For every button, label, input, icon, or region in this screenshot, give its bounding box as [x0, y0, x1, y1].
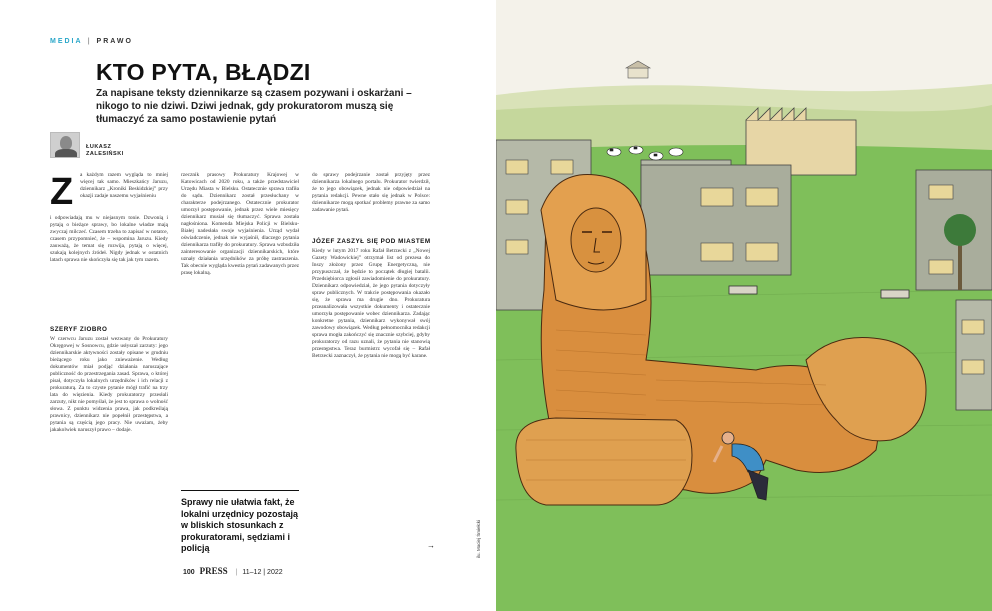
magazine-name: PRESS: [199, 566, 228, 576]
pull-quote: Sprawy nie ułatwia fakt, że lokalni urzędnicy pozostają w bliskich stosunkach z prokuratorami, sędziami i policją: [181, 490, 299, 555]
sphinx-illustration: [496, 0, 992, 611]
author-first-name: ŁUKASZ: [86, 144, 112, 150]
illustration: [496, 0, 992, 611]
page-footer: [183, 566, 283, 576]
illustration-credit: ilu. Maciej Śmiełcki: [476, 519, 481, 558]
article-lead: Za napisane teksty dziennikarze są czasem pozywani i oskarżani – nikogo to nie dziwi. Dziwi jednak, gdy prokuratorom muszą się tłumaczyć za samo postawienie pytań: [96, 88, 412, 125]
body-column-1-text: i odpowiadają mu w niejasnym tonie. Dzwonią i pytają o bieżące sprawy, bo lokalne władze mają zwyczaj milczeć. Czasem trzeba to zapisać w notatce, czasem przypomnieć, że – wspomina Jaruzu. Kiedy zauważą, że temat się rozwija, pytają o więcej, szukają kolejnych źródeł. Nigdy jednak w ostatnich latach sprawa nie skończyła się tak jak tym razem.: [50, 215, 168, 263]
section-label: [50, 38, 133, 45]
body-column-1-intro: a każdym razem wygląda to mniej więcej tak samo. Mieszkańcy Jaruzu, dziennikarz „Kroniki Beskidzkiej” przy okazji zadaje naszemu wyjaśnieniu: [80, 172, 168, 199]
author-last-name: ZALESIŃSKI: [86, 151, 124, 157]
body-column-2-text: rzecznik prasowy Prokuratury Krajowej w Katowicach od 2020 roku, a także przedstawiciel Urzędu Miasta w Bielsku. Ostatecznie sprawa trafiła do sądu. Dziennikarz został przesłuchany w charakterze podejrzanego. Ostatecznie prokurator umorzył postępowanie, jednak przez wiele miesięcy dziennikarz musiał się tłumaczyć. Sprawa została nagłośniona. Komenda Miejska Policji w Bielsku-Białej nadesłała swoje wyjaśnienia. Urząd wydał oświadczenie, jednak nie wyjaśnił, dlaczego pytania dziennikarza trafiły do prokuratury. Sprawa wzbudziła zainteresowanie organizacji dziennikarskich, które uznały działania urzędników za próbę zastraszenia. Tak obecnie wygląda kwestia pytań zadawanych przez prasę lokalną.: [181, 172, 299, 276]
author-byline: [50, 132, 124, 158]
section-category: MEDIA: [50, 38, 83, 45]
drop-cap: Z: [50, 171, 74, 213]
continue-arrow-icon: →: [427, 541, 435, 550]
section-separator: |: [87, 38, 92, 45]
issue-number: 11–12 | 2022: [242, 569, 283, 576]
footer-separator: |: [235, 569, 238, 576]
author-name: [86, 144, 124, 158]
section-subcategory: PRAWO: [96, 38, 133, 45]
subheading-1: SZERYF ZIOBRO: [50, 326, 108, 333]
subheading-2: JÓZEF ZASZYŁ SIĘ POD MIASTEM: [312, 238, 431, 245]
page-number: 100: [183, 569, 195, 576]
body-column-3-text-2: Kiedy w lutym 2017 roku Rafał Betrzecki z „Nowej Gazety Wadowickiej” otrzymał list od prezesa do Inszy złożony przez Grupę Energetyczną, nie przypuszczał, że będzie to początek długiej batalii. Przedsiębiorca zgłosił zawiadomienie do prokuratury. Dziennikarz odpowiedział, że jego pytania dotyczyły spraw publicznych. W trakcie postępowania okazało się, że sprawa ma drugie dno. Prokuratura przeanalizowała wszystkie dokumenty i ostatecznie umorzyła postępowanie wobec dziennikarza. Zadając konkretne pytania, dziennikarz wykonywał swój zawodowy obowiązek. Według pełnomocnika redakcji sprawa mogła zakończyć się znacznie szybciej, gdyby prokuratorzy od razu uznali, że pytania nie stanowią przestępstwa. Teraz burmistrz wycofał się – Rafał Betrzecki zaznaczył, że pytania nie mogą być karane.: [312, 248, 430, 359]
body-column-1-text-2: W czerwcu Jaruzu został wezwany do Prokuratury Okręgowej w Sosnowcu, gdzie usłyszał zarzuty: jego dziennikarskie aktywności zostały opisane w grudniu bieżącego roku jako znieważenie. Według dokumentów miał podjąć działania naruszające publiczność do przestrzegania zasad. Sprawa, o której pisał, dotyczyła lokalnych urzędników i ich relacji z prokuraturą. Za to czyste pytanie mógł trafić na trzy lata do więzienia. Kiedy prokuratorzy przesłali zarzuty, nikt nie pomyślał, że jest to sprawa o wolność słowa. Z punktu widzenia prawa, jak podkreślają prawnicy, dziennikarz nie popełnił przestępstwa, a pytania są częścią jego pracy. Nie uważam, żeby jakakolwiek naruszył prawo – dodaje.: [50, 336, 168, 433]
article-headline: KTO PYTA, BŁĄDZI: [96, 59, 311, 85]
body-column-3-text: do sprawy podejrzanie został przyjęty przez dziennikarza lokalnego portalu. Prokurator twierdził, że to jego obowiązek, jednak nie odpowiedział na pytania redakcji. Pewne stało się jednak w Polsce: dziennikarze mogą spotkać problemy prawne za samo zadawanie pytań.: [312, 172, 430, 213]
author-photo: [50, 132, 80, 158]
